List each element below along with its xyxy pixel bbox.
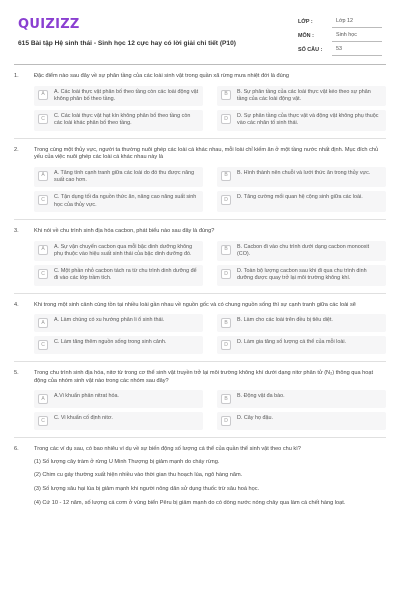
question-text: Khi trong một sinh cảnh cùng tồn tại nhiều loài gần nhau về nguồn gốc và có chung nguồn sống thì sự cạnh tranh giữa các loài sẽ bbox=[34, 301, 356, 308]
question-4 bbox=[14, 302, 386, 355]
question-3 bbox=[14, 228, 386, 286]
question-number: 5. bbox=[14, 370, 19, 377]
header-divider bbox=[14, 64, 386, 65]
meta-value: Sinh học bbox=[332, 32, 382, 42]
option-letter: D bbox=[221, 416, 231, 426]
option-text: C. Vi khuẩn cố định nitơ. bbox=[54, 415, 113, 422]
option-text: A. Sự vận chuyển cacbon qua mỗi bậc dinh dưỡng không phụ thuộc vào hiệu suất sinh thái của bậc dinh dưỡng đó. bbox=[54, 243, 193, 257]
option-letter: D bbox=[221, 340, 231, 350]
option-c[interactable] bbox=[34, 110, 203, 131]
statement-1: (1) Số lượng cây tràm ở rừng U Minh Thượng bị giảm mạnh do cháy rừng. bbox=[34, 458, 220, 465]
option-letter: B bbox=[221, 171, 231, 181]
question-divider bbox=[14, 219, 386, 220]
option-text: A. Làm chúng có xu hướng phân li ổ sinh thái. bbox=[54, 317, 165, 324]
question-text: Trong cùng một thủy vực, người ta thường nuôi ghép các loài cá khác nhau, mỗi loài chỉ kiếm ăn ở một tầng nước nhất định. Mục đích chủ yếu của việc nuôi ghép các loài cá khác nhau này là bbox=[34, 146, 379, 161]
option-text: B. Làm cho các loài trên đều bị tiêu diệt. bbox=[237, 317, 333, 324]
statement-2: (2) Chim cu gáy thường xuất hiện nhiều vào thời gian thu hoạch lúa, ngô hàng năm. bbox=[34, 472, 243, 479]
option-text: B. Cacbon đi vào chu trình dưới dạng cacbon monooxit (CO). bbox=[237, 243, 370, 257]
option-grid bbox=[34, 86, 386, 131]
question-6 bbox=[14, 446, 386, 507]
option-text: C. Làm tăng thêm nguồn sống trong sinh cảnh. bbox=[54, 339, 167, 346]
option-a[interactable] bbox=[34, 390, 203, 408]
option-text: B. Hình thành nên chuỗi và lưới thức ăn trong thủy vực. bbox=[237, 169, 371, 176]
question-text: Trong chu trình sinh địa hóa, nitơ từ trong cơ thể sinh vật truyền trở lại môi trường không khí dưới dạng nitơ phân tử (N₂) thông qua hoạt động của nhóm sinh vật nào trong các nhóm sau đây? bbox=[34, 370, 374, 384]
question-1 bbox=[14, 73, 386, 131]
document-header bbox=[14, 12, 386, 64]
option-letter: C bbox=[38, 114, 48, 124]
meta-row-count bbox=[298, 44, 382, 58]
option-a[interactable] bbox=[34, 167, 203, 188]
statement-3: (3) Số lượng sâu hại lúa bị giảm mạnh khi người nông dân sử dụng thuốc trừ sâu hoá học. bbox=[34, 486, 260, 493]
option-d[interactable] bbox=[217, 412, 386, 430]
option-a[interactable] bbox=[34, 86, 203, 107]
option-grid bbox=[34, 390, 386, 430]
question-number: 1. bbox=[14, 73, 19, 79]
option-grid bbox=[34, 167, 386, 212]
option-text: B. Động vật đa bào. bbox=[237, 393, 285, 400]
option-letter: C bbox=[38, 416, 48, 426]
quizizz-logo: QUIZIZZ bbox=[18, 17, 80, 32]
document-title: 615 Bài tập Hệ sinh thái - Sinh học 12 cực hay có lời giải chi tiết (P10) bbox=[18, 40, 236, 47]
option-c[interactable] bbox=[34, 412, 203, 430]
question-5 bbox=[14, 370, 386, 430]
question-number: 4. bbox=[14, 301, 19, 308]
option-text: D. Làm gia tăng số lượng cá thể của mỗi loài. bbox=[237, 339, 347, 346]
meta-panel bbox=[298, 16, 382, 58]
option-text: D. Tăng cường mối quan hệ cộng sinh giữa các loài. bbox=[237, 194, 363, 201]
option-d[interactable] bbox=[217, 336, 386, 354]
question-divider bbox=[14, 293, 386, 294]
option-c[interactable] bbox=[34, 191, 203, 212]
option-letter: B bbox=[221, 394, 231, 404]
question-text: Khi nói về chu trình sinh địa hóa cacbon, phát biểu nào sau đây là đúng? bbox=[34, 228, 215, 235]
option-letter: C bbox=[38, 269, 48, 279]
option-letter: D bbox=[221, 195, 231, 205]
option-b[interactable] bbox=[217, 314, 386, 332]
option-letter: B bbox=[221, 318, 231, 328]
option-text: C. Một phần nhỏ cacbon tách ra từ chu trình dinh dưỡng để đi vào các lớp trầm tích. bbox=[54, 268, 197, 282]
option-b[interactable] bbox=[217, 86, 386, 107]
option-text: C. Các loài thực vật hạt kín không phân bố theo tầng còn các loài khác phân bố theo tầng. bbox=[54, 113, 191, 127]
meta-label: MÔN : bbox=[298, 33, 314, 40]
option-text: C. Tận dụng tối đa nguồn thức ăn, nâng cao năng suất sinh học của thủy vực. bbox=[54, 194, 197, 208]
question-divider bbox=[14, 361, 386, 362]
option-grid bbox=[34, 241, 386, 286]
meta-value: 53 bbox=[332, 46, 382, 56]
meta-row-subject bbox=[298, 30, 382, 44]
option-letter: A bbox=[38, 245, 48, 255]
meta-label: SỐ CÂU : bbox=[298, 47, 323, 54]
meta-row-grade bbox=[298, 16, 382, 30]
question-divider bbox=[14, 138, 386, 139]
question-text: Trong các ví dụ sau, có bao nhiêu ví dụ về sự biến động số lượng cá thể của quần thể sinh vật theo chu kì? bbox=[34, 446, 301, 453]
option-a[interactable] bbox=[34, 241, 203, 262]
option-letter: D bbox=[221, 269, 231, 279]
question-divider bbox=[14, 437, 386, 438]
option-text: D. Cây họ đậu. bbox=[237, 415, 273, 422]
question-number: 2. bbox=[14, 146, 19, 153]
option-letter: C bbox=[38, 340, 48, 350]
option-b[interactable] bbox=[217, 390, 386, 408]
option-c[interactable] bbox=[34, 265, 203, 286]
option-grid bbox=[34, 314, 386, 354]
meta-label: LỚP : bbox=[298, 19, 313, 26]
option-d[interactable] bbox=[217, 265, 386, 286]
question-text: Đặc điểm nào sau đây về sự phân tầng của các loài sinh vật trong quần xã rừng mưa nhiệt đới là đúng bbox=[34, 73, 289, 79]
option-text: A. Tăng tính cạnh tranh giữa các loài do đó thu được năng suất cao hơn. bbox=[54, 169, 195, 184]
option-letter: B bbox=[221, 90, 231, 100]
option-letter: D bbox=[221, 114, 231, 124]
question-number: 6. bbox=[14, 446, 19, 453]
option-b[interactable] bbox=[217, 241, 386, 262]
option-letter: A bbox=[38, 318, 48, 328]
option-text: D. Sự phân tầng của thực vật và động vật không phụ thuộc vào các nhân tố sinh thái. bbox=[237, 113, 379, 127]
option-b[interactable] bbox=[217, 167, 386, 188]
question-2 bbox=[14, 147, 386, 212]
option-letter: B bbox=[221, 245, 231, 255]
option-letter: C bbox=[38, 195, 48, 205]
option-a[interactable] bbox=[34, 314, 203, 332]
option-text: A.Vi khuẩn phản nitrat hóa. bbox=[54, 393, 119, 400]
question-number: 3. bbox=[14, 228, 19, 235]
option-c[interactable] bbox=[34, 336, 203, 354]
option-text: B. Sự phân tầng của các loài thực vật kéo theo sự phân tầng của các loài động vật. bbox=[237, 88, 371, 102]
option-text: A. Các loài thực vật phân bố theo tầng còn các loài động vật không phân bố theo tầng. bbox=[54, 88, 199, 102]
option-letter: A bbox=[38, 394, 48, 404]
option-d[interactable] bbox=[217, 110, 386, 131]
statement-4: (4) Cứ 10 - 12 năm, số lượng cá cơm ở vùng biển Pêru bị giảm mạnh do có dòng nước nóng chảy qua làm cá chết hàng loạt. bbox=[34, 499, 346, 506]
option-letter: A bbox=[38, 90, 48, 100]
meta-value: Lớp 12 bbox=[332, 18, 382, 28]
option-letter: A bbox=[38, 171, 48, 181]
option-d[interactable] bbox=[217, 191, 386, 212]
option-text: D. Toàn bộ lượng cacbon sau khi đi qua chu trình dinh dưỡng được quay trở lại môi trường không khí. bbox=[237, 268, 367, 282]
